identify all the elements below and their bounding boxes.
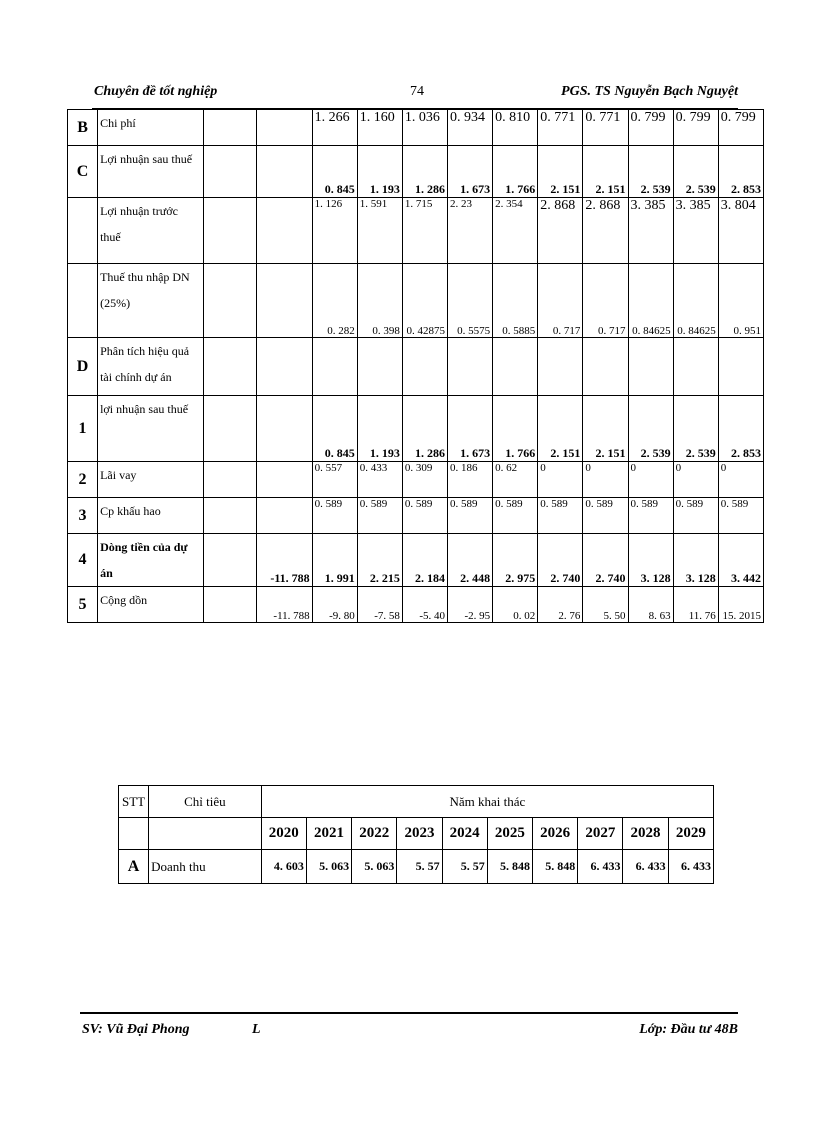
table-row — [68, 110, 764, 146]
value-cell: 2. 740 — [583, 534, 628, 587]
empty-cell — [204, 534, 256, 587]
row-key: B — [68, 110, 98, 146]
value-cell: 0. 799 — [628, 110, 673, 146]
value-cell: 0. 845 — [312, 396, 357, 462]
initial-value-cell — [256, 462, 312, 498]
year-header: 2026 — [533, 818, 578, 850]
value-cell: 0. 5575 — [448, 264, 493, 338]
value-cell: 0. 845 — [312, 146, 357, 198]
empty-cell — [204, 264, 256, 338]
value-cell: 0. 799 — [673, 110, 718, 146]
value-cell: 0. 84625 — [628, 264, 673, 338]
value-cell: 0. 282 — [312, 264, 357, 338]
value-cell: 1. 766 — [493, 146, 538, 198]
footer-class: Lớp: Đầu tư 48B — [639, 1022, 738, 1037]
value-cell: 2. 539 — [673, 396, 718, 462]
table-row — [68, 146, 764, 198]
empty-cell — [204, 338, 256, 396]
footer-student: SV: Vũ Đại Phong — [82, 1022, 190, 1037]
value-cell: 0. 398 — [357, 264, 402, 338]
empty-cell — [204, 198, 256, 264]
value-cell: 2. 76 — [538, 587, 583, 623]
row-label: Phân tích hiệu quả tài chính dự án — [98, 338, 204, 396]
value-cell: 1. 126 — [312, 198, 357, 264]
value-cell: 2. 975 — [493, 534, 538, 587]
value-cell: 1. 673 — [448, 146, 493, 198]
value-cell: 2. 539 — [673, 146, 718, 198]
value-cell: 5. 57 — [397, 850, 442, 884]
value-cell: 2. 151 — [538, 396, 583, 462]
value-cell: 0 — [628, 462, 673, 498]
value-cell: 0. 433 — [357, 462, 402, 498]
value-cell: 0. 717 — [583, 264, 628, 338]
value-cell: 2. 354 — [493, 198, 538, 264]
value-cell: 0. 589 — [357, 498, 402, 534]
value-cell: 3. 442 — [718, 534, 763, 587]
value-cell: 0. 02 — [493, 587, 538, 623]
year-header: 2027 — [578, 818, 623, 850]
value-cell: 5. 57 — [442, 850, 487, 884]
value-cell: 0. 771 — [583, 110, 628, 146]
row-key — [68, 198, 98, 264]
initial-value-cell — [256, 396, 312, 462]
value-cell: 2. 215 — [357, 534, 402, 587]
value-cell: 1. 991 — [312, 534, 357, 587]
empty-cell — [204, 110, 256, 146]
value-cell: 0. 589 — [402, 498, 447, 534]
page-header — [92, 82, 738, 110]
row-key: 1 — [68, 396, 98, 462]
row-label: Thuế thu nhập DN (25%) — [98, 264, 204, 338]
row-label: Chi phí — [98, 110, 204, 146]
value-cell: 2. 151 — [538, 146, 583, 198]
value-cell: 0. 589 — [493, 498, 538, 534]
initial-value-cell — [256, 110, 312, 146]
row-label: Cộng dồn — [98, 587, 204, 623]
value-cell: 1. 591 — [357, 198, 402, 264]
value-cell — [312, 338, 357, 396]
value-cell: 3. 804 — [718, 198, 763, 264]
value-cell — [402, 338, 447, 396]
value-cell: 0. 589 — [628, 498, 673, 534]
value-cell: 2. 740 — [538, 534, 583, 587]
value-cell — [357, 338, 402, 396]
initial-value-cell — [256, 338, 312, 396]
value-cell: 2. 448 — [448, 534, 493, 587]
row-key: 2 — [68, 462, 98, 498]
empty-cell — [204, 498, 256, 534]
value-cell: 2. 151 — [583, 146, 628, 198]
page-number: 74 — [410, 84, 424, 99]
row-key: C — [68, 146, 98, 198]
value-cell — [628, 338, 673, 396]
row-label: Lợi nhuận trước thuế — [98, 198, 204, 264]
table-row — [68, 498, 764, 534]
value-cell: 5. 063 — [306, 850, 351, 884]
row-key: 5 — [68, 587, 98, 623]
row-label: lợi nhuận sau thuế — [98, 396, 204, 462]
value-cell: 0 — [538, 462, 583, 498]
value-cell: 5. 848 — [487, 850, 532, 884]
value-cell: 2. 853 — [718, 396, 763, 462]
empty-cell — [204, 587, 256, 623]
value-cell: 11. 76 — [673, 587, 718, 623]
initial-value-cell: -11. 788 — [256, 534, 312, 587]
footer-center: L — [252, 1022, 261, 1037]
value-cell: 1. 160 — [357, 110, 402, 146]
value-cell: -5. 40 — [402, 587, 447, 623]
table-row — [68, 264, 764, 338]
value-cell — [448, 338, 493, 396]
value-cell: 6. 433 — [668, 850, 713, 884]
value-cell: 0. 589 — [448, 498, 493, 534]
row-key: A — [119, 850, 149, 884]
value-cell: 0. 62 — [493, 462, 538, 498]
row-label: Cp khấu hao — [98, 498, 204, 534]
year-header: 2028 — [623, 818, 668, 850]
value-cell: 1. 766 — [493, 396, 538, 462]
row-key: D — [68, 338, 98, 396]
row-label: Lãi vay — [98, 462, 204, 498]
stt-header: STT — [119, 786, 149, 818]
row-key — [68, 264, 98, 338]
row-key: 3 — [68, 498, 98, 534]
value-cell: 3. 128 — [673, 534, 718, 587]
value-cell: 0. 589 — [583, 498, 628, 534]
header-author: PGS. TS Nguyễn Bạch Nguyệt — [561, 84, 738, 99]
year-header: 2023 — [397, 818, 442, 850]
value-cell: 3. 385 — [673, 198, 718, 264]
value-cell: 2. 151 — [583, 396, 628, 462]
value-cell: 2. 853 — [718, 146, 763, 198]
value-cell: 0. 589 — [312, 498, 357, 534]
value-cell: 0. 557 — [312, 462, 357, 498]
empty-cell — [204, 462, 256, 498]
row-label: Dòng tiền của dự án — [98, 534, 204, 587]
value-cell: -9. 80 — [312, 587, 357, 623]
table-row — [68, 338, 764, 396]
value-cell: 0. 309 — [402, 462, 447, 498]
initial-value-cell — [256, 498, 312, 534]
value-cell: 0. 589 — [718, 498, 763, 534]
value-cell: 5. 50 — [583, 587, 628, 623]
table-row — [68, 198, 764, 264]
empty-cell — [204, 396, 256, 462]
initial-value-cell — [256, 146, 312, 198]
value-cell: 0 — [583, 462, 628, 498]
value-cell — [718, 338, 763, 396]
revenue-table — [118, 785, 714, 884]
value-cell: 0. 42875 — [402, 264, 447, 338]
year-header: 2022 — [352, 818, 397, 850]
value-cell: 2. 539 — [628, 146, 673, 198]
empty-cell — [149, 818, 262, 850]
value-cell: 1. 715 — [402, 198, 447, 264]
row-label: Doanh thu — [149, 850, 262, 884]
value-cell: 0. 5885 — [493, 264, 538, 338]
value-cell: 5. 063 — [352, 850, 397, 884]
year-header: 2020 — [261, 818, 306, 850]
value-cell — [673, 338, 718, 396]
value-cell: 1. 193 — [357, 396, 402, 462]
value-cell: 2. 539 — [628, 396, 673, 462]
value-cell: 0. 186 — [448, 462, 493, 498]
value-cell: 5. 848 — [533, 850, 578, 884]
value-cell: 8. 63 — [628, 587, 673, 623]
value-cell — [493, 338, 538, 396]
value-cell: 0 — [718, 462, 763, 498]
value-cell — [538, 338, 583, 396]
row-key: 4 — [68, 534, 98, 587]
value-cell: 6. 433 — [623, 850, 668, 884]
value-cell — [583, 338, 628, 396]
value-cell: 3. 385 — [628, 198, 673, 264]
value-cell: 0. 934 — [448, 110, 493, 146]
value-cell: 0. 589 — [673, 498, 718, 534]
value-cell: 1. 286 — [402, 396, 447, 462]
value-cell: 2. 184 — [402, 534, 447, 587]
header-title: Chuyên đề tốt nghiệp — [94, 84, 218, 99]
value-cell: 0. 810 — [493, 110, 538, 146]
value-cell: -2. 95 — [448, 587, 493, 623]
year-header: 2025 — [487, 818, 532, 850]
initial-value-cell — [256, 198, 312, 264]
value-cell: 1. 036 — [402, 110, 447, 146]
row-label: Lợi nhuận sau thuế — [98, 146, 204, 198]
value-cell: 2. 23 — [448, 198, 493, 264]
table-row — [68, 587, 764, 623]
value-cell: 0. 951 — [718, 264, 763, 338]
chitieu-header: Chỉ tiêu — [149, 786, 262, 818]
table-row — [68, 462, 764, 498]
value-cell: 0. 771 — [538, 110, 583, 146]
value-cell: 4. 603 — [261, 850, 306, 884]
value-cell: 1. 286 — [402, 146, 447, 198]
year-group-header: Năm khai thác — [261, 786, 713, 818]
year-header: 2021 — [306, 818, 351, 850]
initial-value-cell — [256, 264, 312, 338]
table-row — [68, 534, 764, 587]
value-cell: 2. 868 — [583, 198, 628, 264]
value-cell: 0 — [673, 462, 718, 498]
value-cell: 0. 589 — [538, 498, 583, 534]
value-cell: 15. 2015 — [718, 587, 763, 623]
value-cell: 0. 799 — [718, 110, 763, 146]
empty-cell — [119, 818, 149, 850]
value-cell: 0. 717 — [538, 264, 583, 338]
year-header: 2024 — [442, 818, 487, 850]
table-row — [68, 396, 764, 462]
value-cell: 6. 433 — [578, 850, 623, 884]
value-cell: 1. 193 — [357, 146, 402, 198]
value-cell: 1. 266 — [312, 110, 357, 146]
value-cell: 0. 84625 — [673, 264, 718, 338]
initial-value-cell: -11. 788 — [256, 587, 312, 623]
page-footer — [80, 1012, 738, 1044]
empty-cell — [204, 146, 256, 198]
value-cell: 2. 868 — [538, 198, 583, 264]
value-cell: 3. 128 — [628, 534, 673, 587]
value-cell: -7. 58 — [357, 587, 402, 623]
cashflow-table — [67, 109, 764, 623]
value-cell: 1. 673 — [448, 396, 493, 462]
year-header: 2029 — [668, 818, 713, 850]
